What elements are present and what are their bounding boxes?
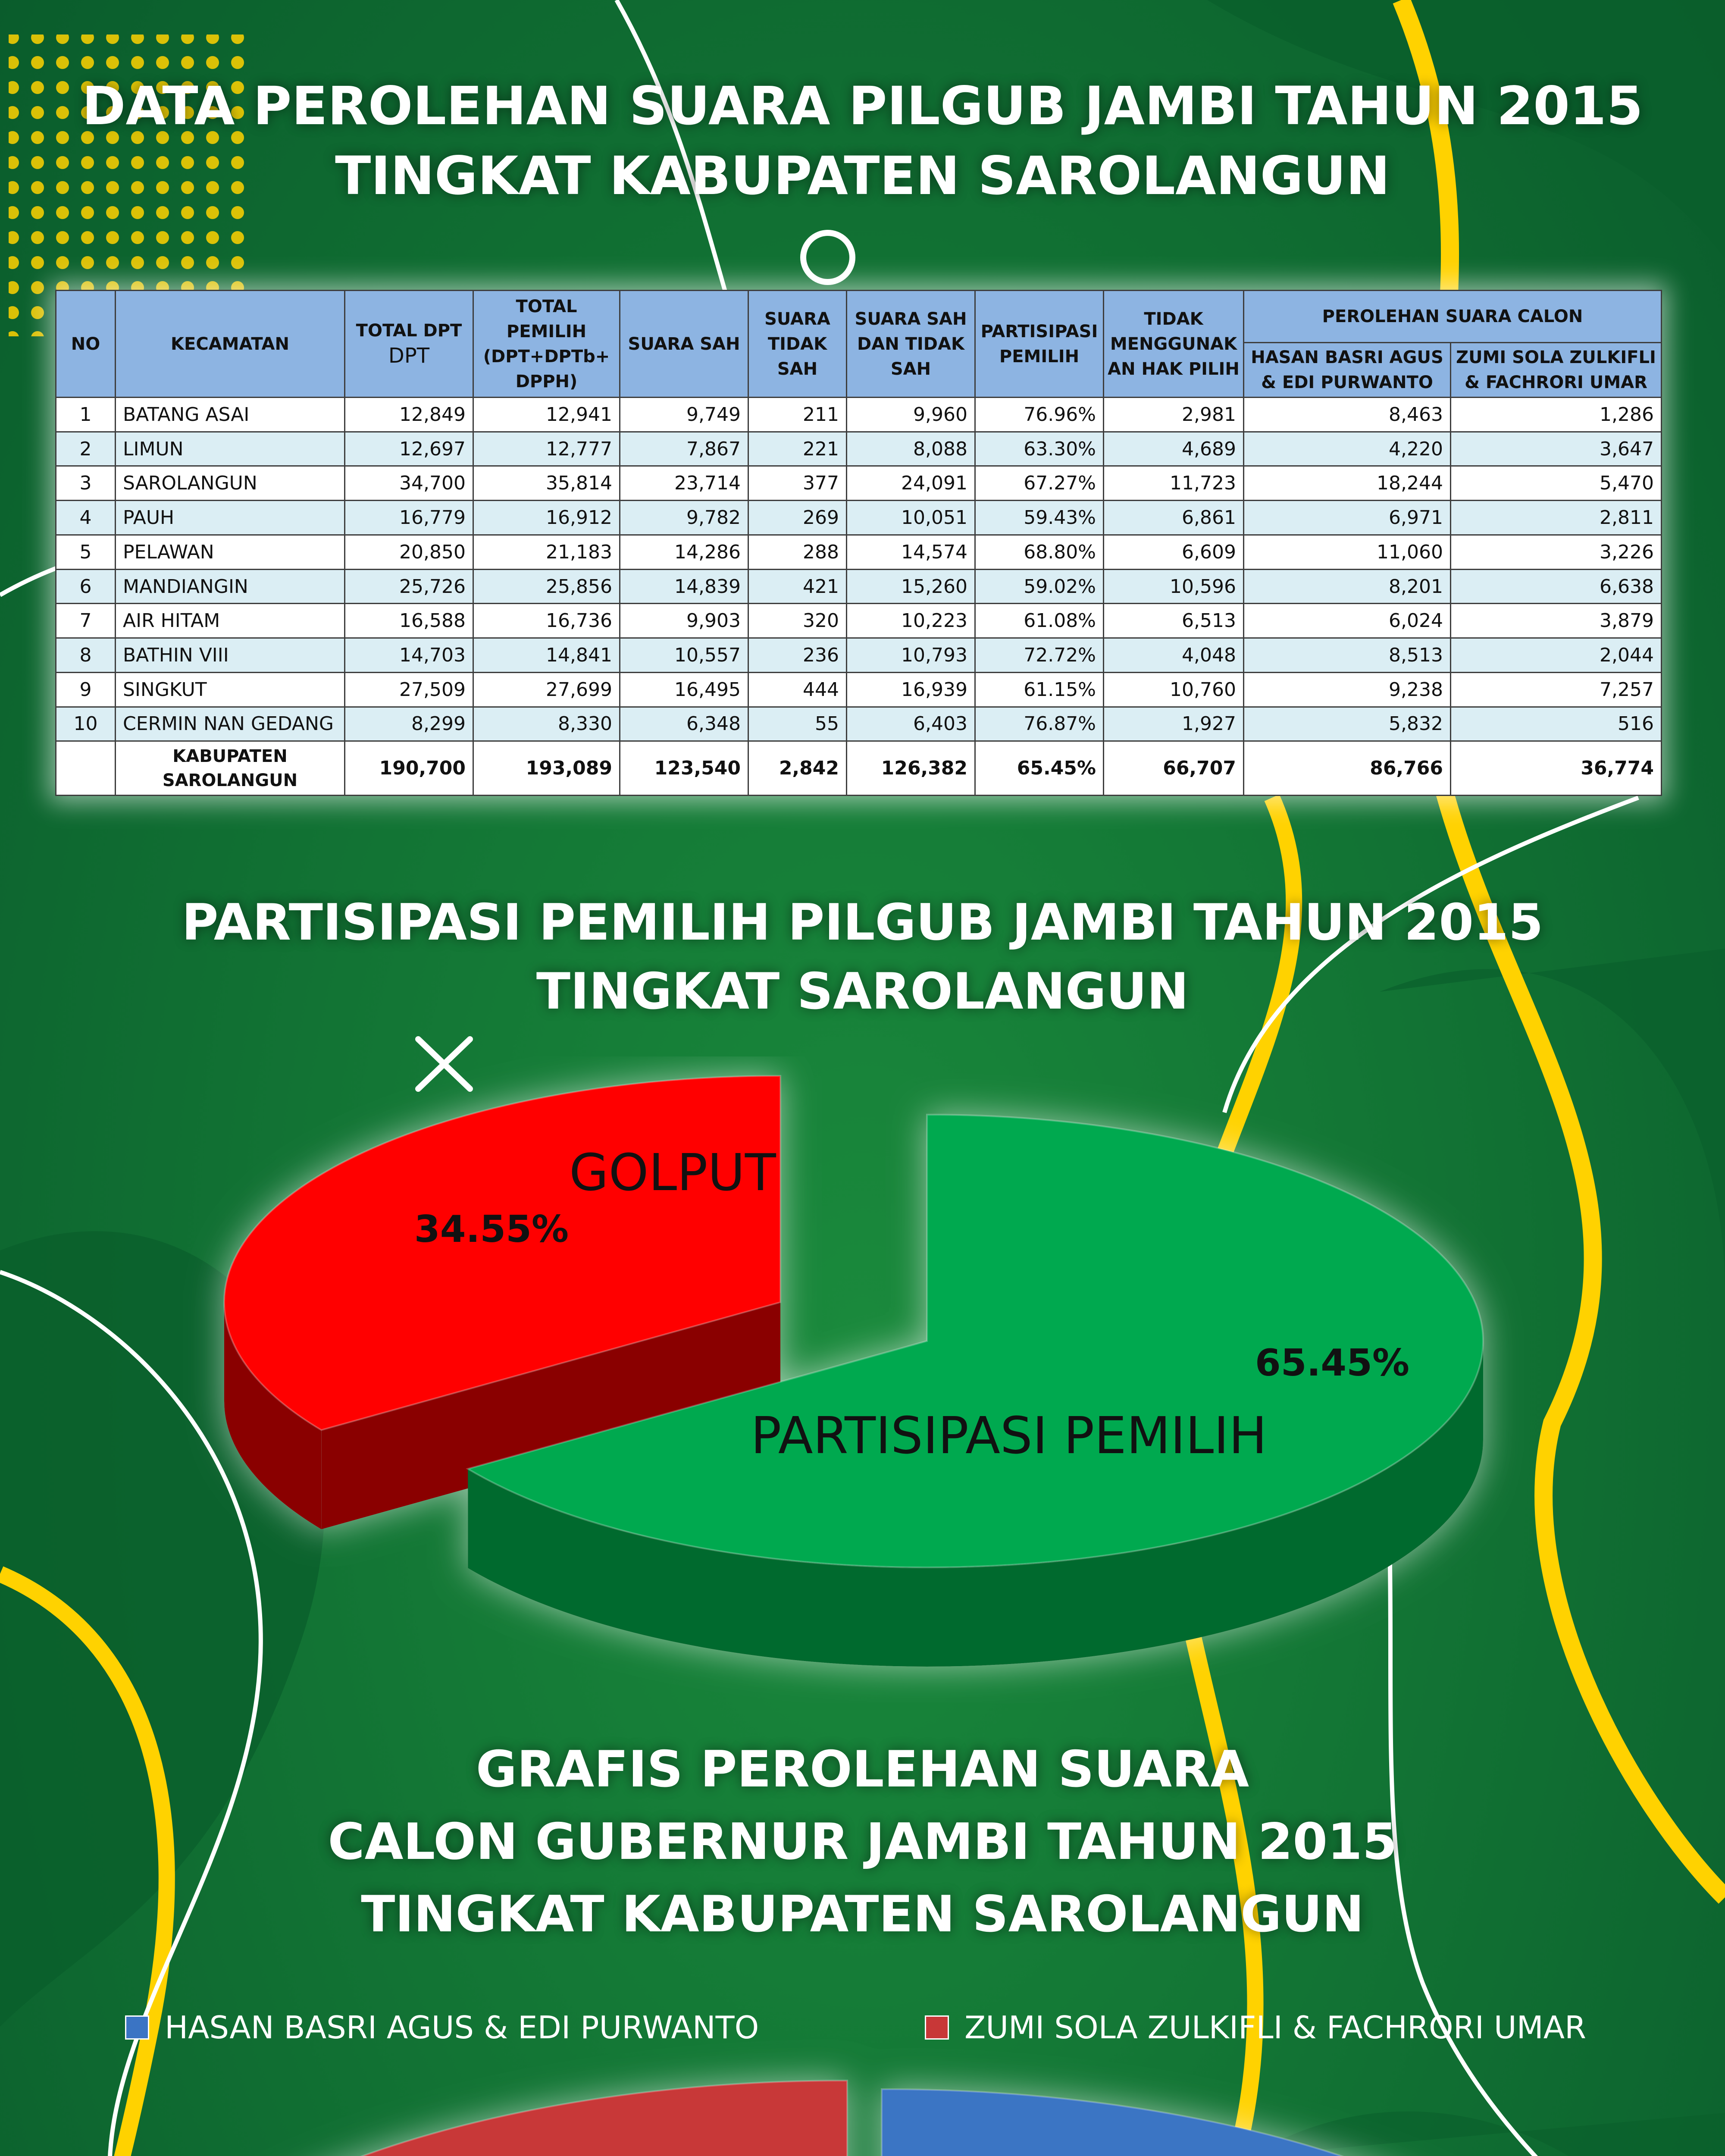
pie-category-label: PARTISIPASI PEMILIH (751, 1406, 1267, 1465)
table-cell: 15,260 (847, 569, 975, 604)
vote-data-table (55, 290, 1661, 796)
table-cell: 27,509 (345, 672, 473, 707)
header-total-dpt (345, 291, 473, 398)
total-cell: 123,540 (620, 741, 748, 796)
table-cell: 2,044 (1451, 638, 1662, 673)
header-suara-tidak-sah: SUARA TIDAK SAH (748, 291, 847, 398)
table-cell: 12,941 (473, 398, 620, 432)
total-cell: 193,089 (473, 741, 620, 796)
table-cell: 8,201 (1244, 569, 1451, 604)
header-partisipasi: PARTISIPASI PEMILIH (975, 291, 1104, 398)
table-cell: 10,760 (1104, 672, 1244, 707)
table-cell: 10,793 (847, 638, 975, 673)
table-cell: 14,286 (620, 535, 748, 569)
table-cell: PELAWAN (116, 535, 345, 569)
total-label (116, 741, 345, 796)
participation-pie-chart (0, 1056, 1725, 1703)
table-cell: 68.80% (975, 535, 1104, 569)
table-cell: 76.96% (975, 398, 1104, 432)
table-cell: 4,220 (1244, 432, 1451, 466)
table-cell: PAUH (116, 501, 345, 535)
table-cell: 8,330 (473, 707, 620, 741)
header-kecamatan: KECAMATAN (116, 291, 345, 398)
table-cell: MANDIANGIN (116, 569, 345, 604)
table-cell: 6,609 (1104, 535, 1244, 569)
legend-label-zumi-sola: ZUMI SOLA ZULKIFLI & FACHRORI UMAR (964, 2009, 1586, 2046)
table-cell: 2 (56, 432, 116, 466)
table-cell: 1,286 (1451, 398, 1662, 432)
total-cell: 86,766 (1244, 741, 1451, 796)
table-cell: 16,588 (345, 604, 473, 638)
total-cell: 66,707 (1104, 741, 1244, 796)
table-cell: 72.72% (975, 638, 1104, 673)
table-title-line-2: TINGKAT KABUPATEN SAROLANGUN (335, 145, 1390, 207)
candidate-chart-title (0, 1733, 1725, 1951)
table-cell: 27,699 (473, 672, 620, 707)
header-calon-2: ZUMI SOLA ZULKIFLI & FACHRORI UMAR (1451, 343, 1662, 398)
table-cell: 11,723 (1104, 466, 1244, 501)
table-cell: 14,839 (620, 569, 748, 604)
table-cell: 61.08% (975, 604, 1104, 638)
table-cell: 59.43% (975, 501, 1104, 535)
candidate-title-line-2: CALON GUBERNUR JAMBI TAHUN 2015 (328, 1813, 1397, 1871)
table-cell: 12,697 (345, 432, 473, 466)
total-cell: 2,842 (748, 741, 847, 796)
table-cell: 288 (748, 535, 847, 569)
table-cell: 16,779 (345, 501, 473, 535)
table-cell: 10,596 (1104, 569, 1244, 604)
table-cell: 24,091 (847, 466, 975, 501)
table-cell: 7 (56, 604, 116, 638)
table-cell: 11,060 (1244, 535, 1451, 569)
table-cell: 6,024 (1244, 604, 1451, 638)
table-cell: 5,832 (1244, 707, 1451, 741)
table-cell: 3,879 (1451, 604, 1662, 638)
table-cell: 25,856 (473, 569, 620, 604)
table-row (56, 501, 1662, 535)
table-cell: 16,736 (473, 604, 620, 638)
total-label-line: SAROLANGUN (162, 770, 298, 790)
table-cell-empty (56, 741, 116, 796)
table-cell: 7,257 (1451, 672, 1662, 707)
table-cell: 6,403 (847, 707, 975, 741)
table-cell: SINGKUT (116, 672, 345, 707)
table-cell: 6,348 (620, 707, 748, 741)
table-cell: BATANG ASAI (116, 398, 345, 432)
total-cell: 126,382 (847, 741, 975, 796)
header-no: NO (56, 291, 116, 398)
header-perolehan: PEROLEHAN SUARA CALON (1244, 291, 1662, 343)
table-cell: 3 (56, 466, 116, 501)
table-row (56, 569, 1662, 604)
table-cell: 21,183 (473, 535, 620, 569)
table-cell: 444 (748, 672, 847, 707)
table-cell: LIMUN (116, 432, 345, 466)
table-cell: 2,981 (1104, 398, 1244, 432)
table-title-line-1: DATA PEROLEHAN SUARA PILGUB JAMBI TAHUN 2015 (82, 75, 1643, 137)
table-cell: 14,703 (345, 638, 473, 673)
header-total-pemilih: TOTAL PEMILIH (DPT+DPTb+ DPPH) (473, 291, 620, 398)
table-cell: 9,782 (620, 501, 748, 535)
table-row (56, 672, 1662, 707)
table-cell: 6,861 (1104, 501, 1244, 535)
table-cell: 9,238 (1244, 672, 1451, 707)
candidate-title-line-1: GRAFIS PEROLEHAN SUARA (476, 1740, 1249, 1799)
table-cell: 6,638 (1451, 569, 1662, 604)
table-cell: 35,814 (473, 466, 620, 501)
table-cell: 8,088 (847, 432, 975, 466)
table-cell: 9 (56, 672, 116, 707)
table-total-row (56, 741, 1662, 796)
table-cell: 67.27% (975, 466, 1104, 501)
table-cell: 10,051 (847, 501, 975, 535)
table-cell: 16,939 (847, 672, 975, 707)
pie-percent-label: 34.55% (414, 1208, 569, 1251)
table-cell: 8,463 (1244, 398, 1451, 432)
table-cell: 211 (748, 398, 847, 432)
table-cell: 59.02% (975, 569, 1104, 604)
table-title (0, 71, 1725, 211)
table-cell: 9,960 (847, 398, 975, 432)
table-cell: SAROLANGUN (116, 466, 345, 501)
total-cell: 65.45% (975, 741, 1104, 796)
table-cell: 6,971 (1244, 501, 1451, 535)
table-row (56, 638, 1662, 673)
table-cell: 16,495 (620, 672, 748, 707)
table-cell: 4,048 (1104, 638, 1244, 673)
table-body (56, 398, 1662, 796)
table-cell: 12,777 (473, 432, 620, 466)
table-cell: 10,223 (847, 604, 975, 638)
table-cell: 23,714 (620, 466, 748, 501)
table-row (56, 604, 1662, 638)
table-cell: 320 (748, 604, 847, 638)
table-cell: 1,927 (1104, 707, 1244, 741)
header-total-dpt-label: TOTAL DPT (356, 321, 462, 341)
table-cell: 3,647 (1451, 432, 1662, 466)
header-tidak-menggunakan: TIDAK MENGGUNAK AN HAK PILIH (1104, 291, 1244, 398)
legend-label-hasan-basri: HASAN BASRI AGUS & EDI PURWANTO (165, 2009, 759, 2046)
table-cell: 269 (748, 501, 847, 535)
table-cell: 4 (56, 501, 116, 535)
pie-slice-2 (106, 2081, 847, 2156)
table-cell: 236 (748, 638, 847, 673)
table-cell: 16,912 (473, 501, 620, 535)
table-cell: 2,811 (1451, 501, 1662, 535)
participation-chart-title (0, 888, 1725, 1026)
table-cell: 516 (1451, 707, 1662, 741)
table-cell: 421 (748, 569, 847, 604)
total-label-line: KABUPATEN (172, 746, 288, 766)
table-cell: BATHIN VIII (116, 638, 345, 673)
table-row (56, 432, 1662, 466)
table-cell: 10 (56, 707, 116, 741)
table-cell: 5,470 (1451, 466, 1662, 501)
table-row (56, 398, 1662, 432)
table-cell: 18,244 (1244, 466, 1451, 501)
table-cell: 61.15% (975, 672, 1104, 707)
table-cell: 1 (56, 398, 116, 432)
participation-title-line-2: TINGKAT SAROLANGUN (536, 962, 1189, 1021)
total-cell: 190,700 (345, 741, 473, 796)
table-cell: 4,689 (1104, 432, 1244, 466)
table-cell: 25,726 (345, 569, 473, 604)
pie-category-label: GOLPUT (569, 1143, 776, 1202)
table-cell: 76.87% (975, 707, 1104, 741)
table-row (56, 707, 1662, 741)
table-cell: 8,513 (1244, 638, 1451, 673)
table-cell: 7,867 (620, 432, 748, 466)
header-suara-sah-tidak-sah: SUARA SAH DAN TIDAK SAH (847, 291, 975, 398)
table-cell: 20,850 (345, 535, 473, 569)
table-row (56, 535, 1662, 569)
pie-percent-label: 65.45% (1255, 1341, 1410, 1385)
table-cell: AIR HITAM (116, 604, 345, 638)
header-total-dpt-note: DPT (388, 344, 430, 368)
table-cell: 14,841 (473, 638, 620, 673)
participation-title-line-1: PARTISIPASI PEMILIH PILGUB JAMBI TAHUN 2015 (182, 893, 1543, 952)
table-cell: 12,849 (345, 398, 473, 432)
table-cell: CERMIN NAN GEDANG (116, 707, 345, 741)
table-cell: 9,903 (620, 604, 748, 638)
total-cell: 36,774 (1451, 741, 1662, 796)
table-cell: 3,226 (1451, 535, 1662, 569)
table-cell: 9,749 (620, 398, 748, 432)
header-calon-1: HASAN BASRI AGUS & EDI PURWANTO (1244, 343, 1451, 398)
table-cell: 63.30% (975, 432, 1104, 466)
header-suara-sah: SUARA SAH (620, 291, 748, 398)
table-cell: 377 (748, 466, 847, 501)
table-cell: 6,513 (1104, 604, 1244, 638)
table-row (56, 466, 1662, 501)
table-cell: 34,700 (345, 466, 473, 501)
table-cell: 55 (748, 707, 847, 741)
table-cell: 5 (56, 535, 116, 569)
table-cell: 8,299 (345, 707, 473, 741)
candidate-pie-chart (0, 1984, 1725, 2156)
table-cell: 14,574 (847, 535, 975, 569)
table-cell: 6 (56, 569, 116, 604)
table-cell: 8 (56, 638, 116, 673)
table-cell: 10,557 (620, 638, 748, 673)
table-cell: 221 (748, 432, 847, 466)
candidate-title-line-3: TINGKAT KABUPATEN SAROLANGUN (361, 1885, 1364, 1943)
